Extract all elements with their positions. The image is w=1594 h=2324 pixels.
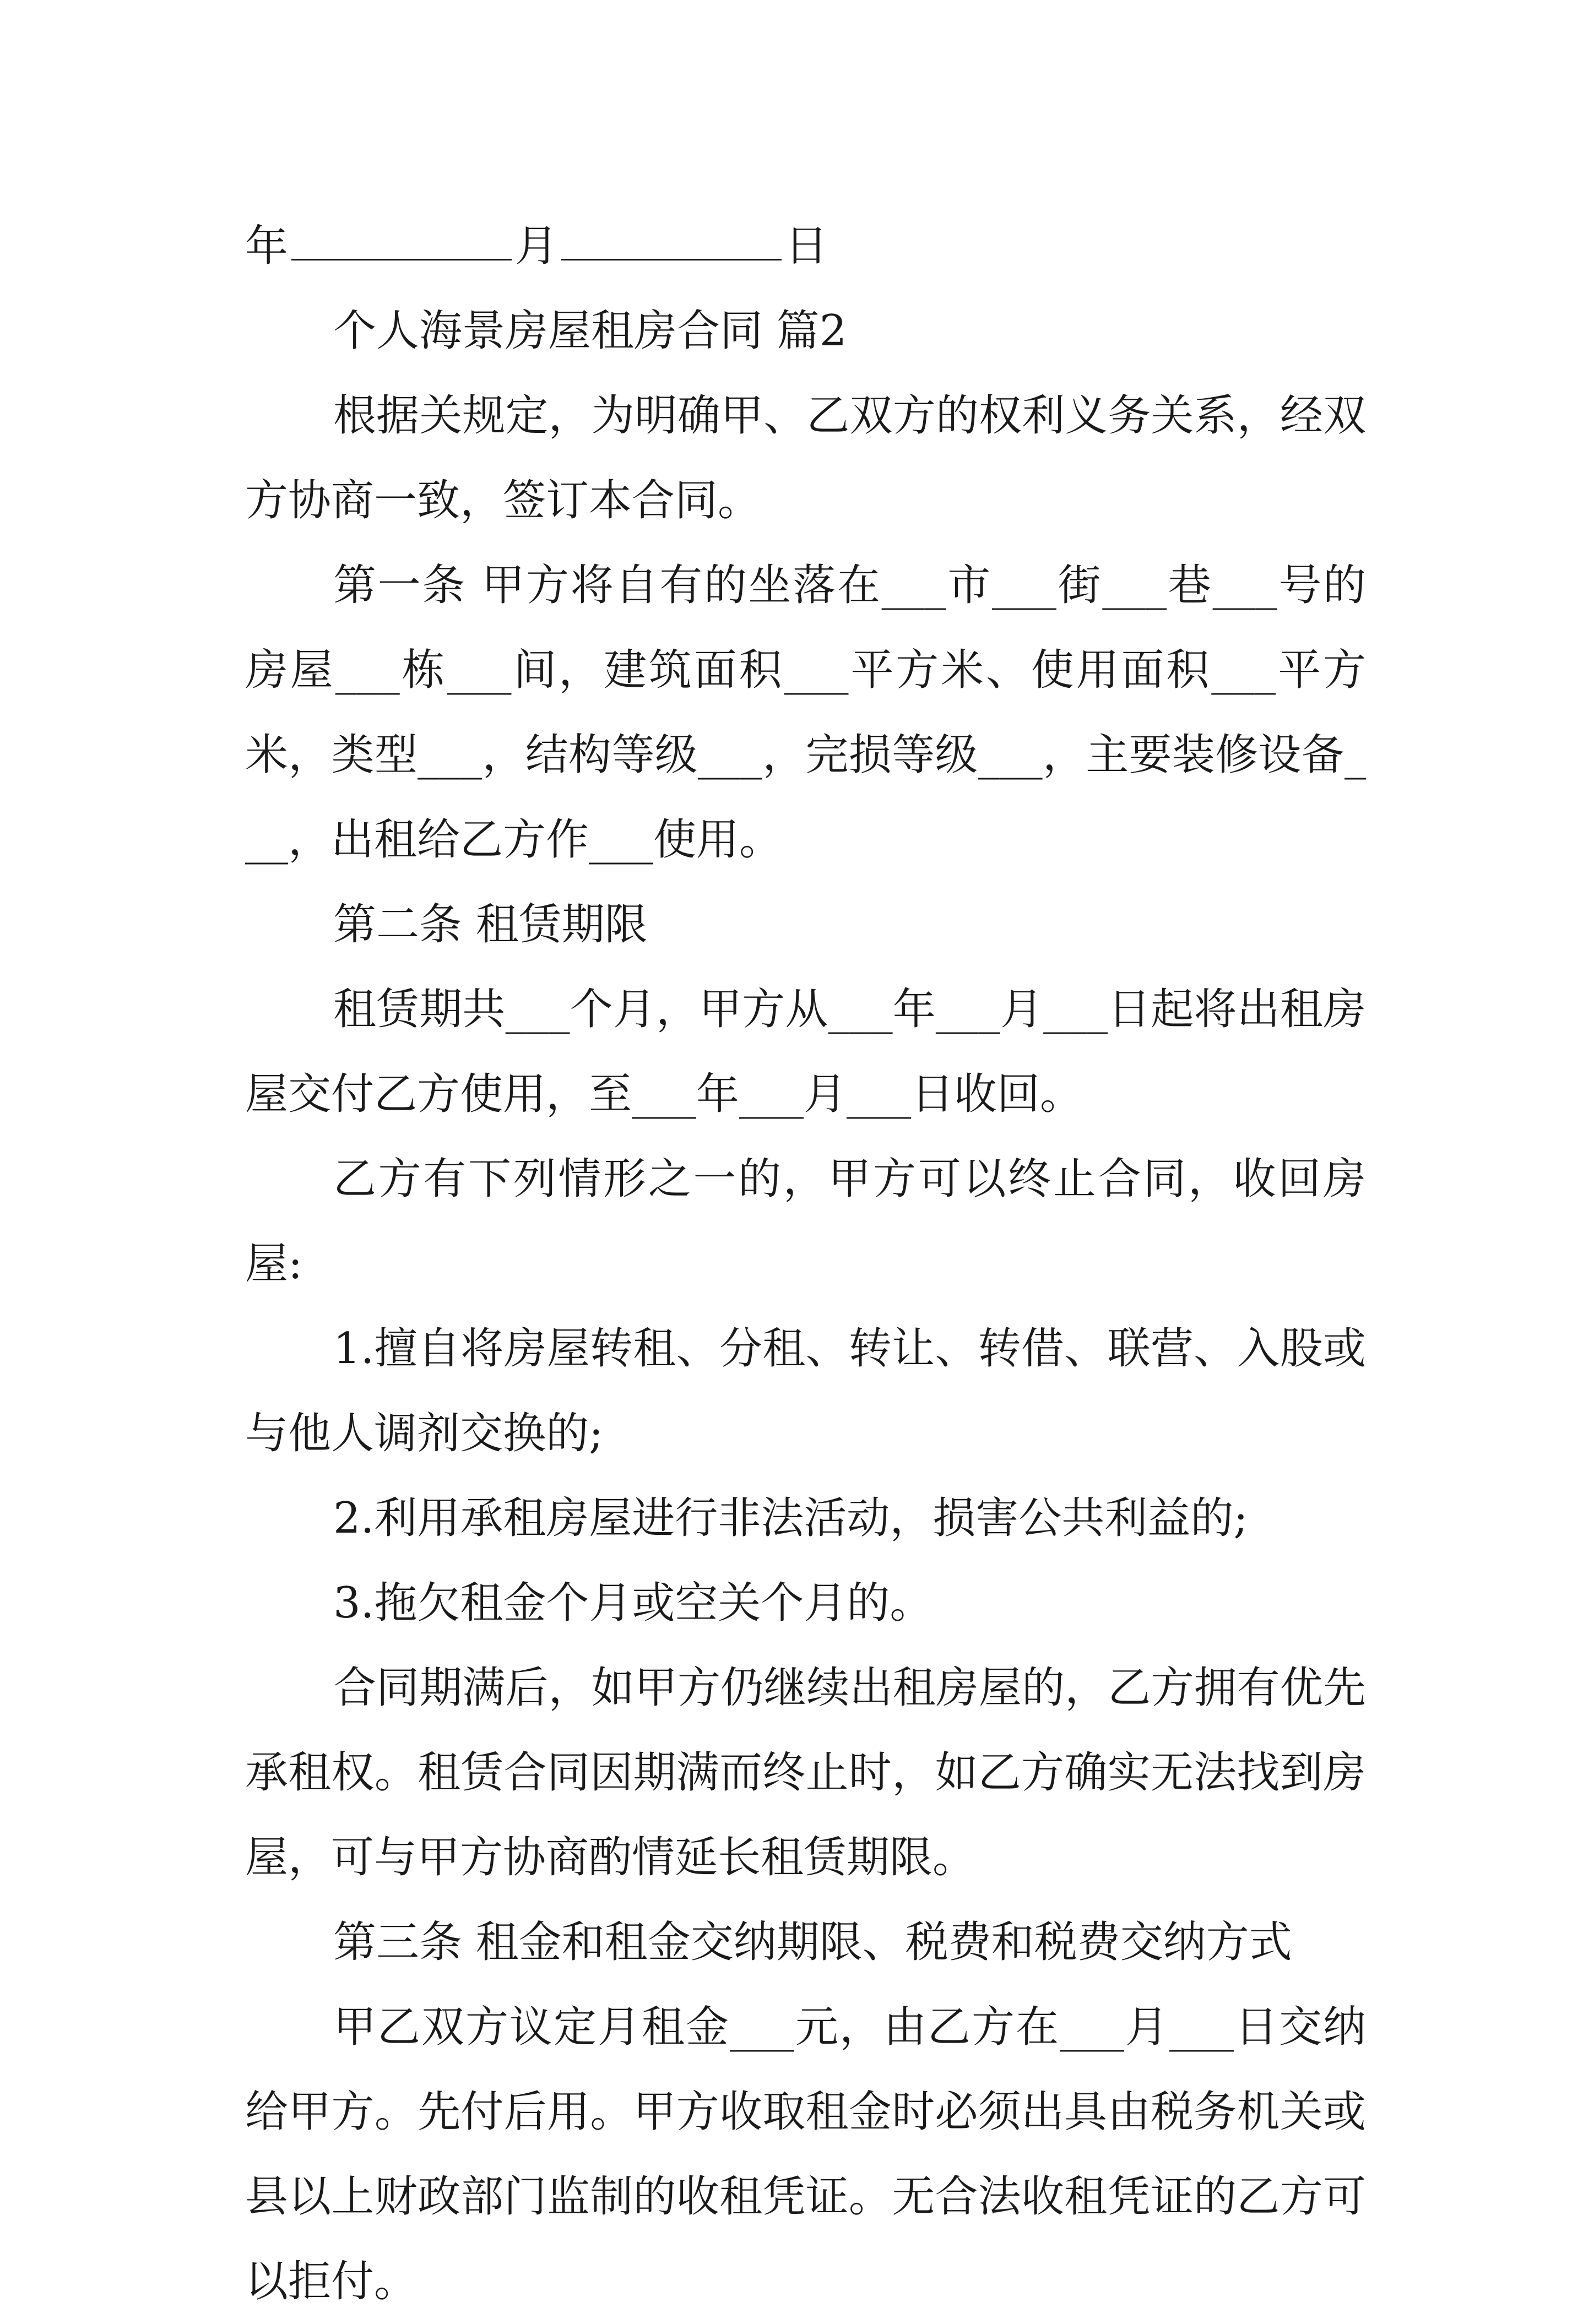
list-item-3: 3.拖欠租金个月或空关个月的。: [333, 1578, 933, 1628]
paragraph-lease-term: 租赁期共___个月，甲方从___年___月___日起将出租房屋交付乙方使用，至___年___月___日收回。: [245, 985, 1366, 1119]
paragraph-article-1: 第一条 甲方将自有的坐落在___市___街___巷___号的房屋___栋___间，建筑面积___平方米、使用面积___平方米，类型___，结构等级___，完损等级___，主要装修设备___，出租给乙方作___使用。: [245, 561, 1366, 865]
year-blank: [291, 258, 512, 260]
day-label: 日: [785, 221, 828, 271]
paragraph-intro: 根据关规定，为明确甲、乙双方的权利义务关系，经双方协商一致，签订本合同。: [245, 391, 1366, 525]
paragraph-termination-conditions: 乙方有下列情形之一的，甲方可以终止合同，收回房屋:: [245, 1154, 1366, 1289]
section-title: 个人海景房屋租房合同 篇2: [333, 306, 847, 356]
date-signature-line: [245, 204, 1366, 289]
month-label: 月: [515, 221, 559, 271]
heading-article-3: 第三条 租金和租金交纳期限、税费和税费交纳方式: [333, 1918, 1292, 1967]
list-item-2: 2.利用承租房屋进行非法活动，损害公共利益的;: [333, 1494, 1248, 1543]
paragraph-renewal: 合同期满后，如甲方仍继续出租房屋的，乙方拥有优先承租权。租赁合同因期满而终止时，如乙方确实无法找到房屋，可与甲方协商酌情延长租赁期限。: [245, 1663, 1366, 1882]
document-page: [245, 204, 1366, 2324]
heading-article-2: 第二条 租赁期限: [333, 900, 648, 949]
year-label: 年: [245, 221, 289, 271]
month-blank: [561, 258, 782, 260]
list-item-1: 1.擅自将房屋转租、分租、转让、转借、联营、入股或与他人调剂交换的;: [245, 1324, 1366, 1458]
paragraph-rent: 甲乙双方议定月租金___元，由乙方在___月___日交纳给甲方。先付后用。甲方收取租金时必须出具由税务机关或县以上财政部门监制的收租凭证。无合法收租凭证的乙方可以拒付。: [245, 2002, 1366, 2306]
